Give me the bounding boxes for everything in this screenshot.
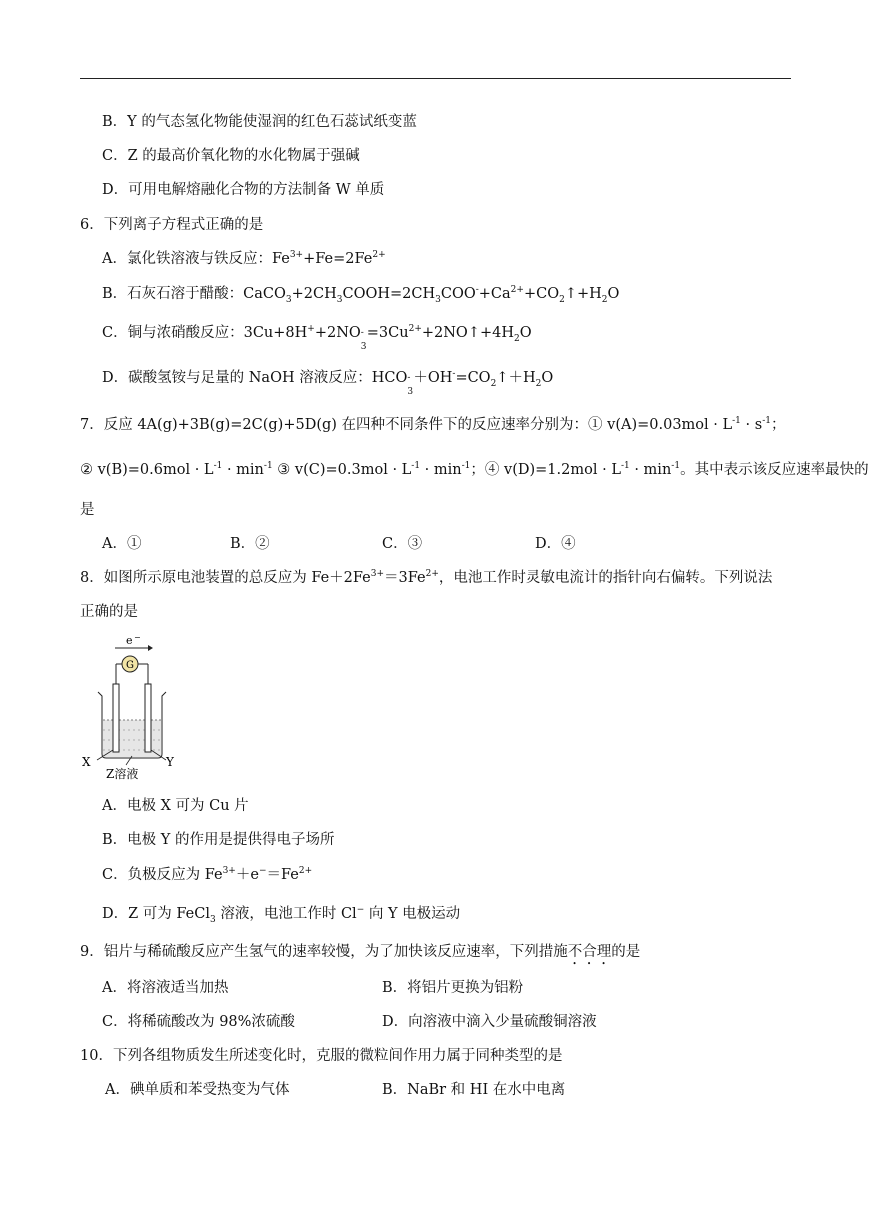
electrode-y (145, 684, 151, 752)
electrode-x (113, 684, 119, 752)
q10-option-b: B．NaBr 和 HI 在水中电离 (382, 1082, 566, 1098)
q6-option-b: B．石灰石溶于醋酸：$CaCO_3+2CH_3COOH=2CH_3COO^-+Ca^{2+}+CO_2↑+H_2O$ (102, 285, 620, 305)
electron-label: e (126, 634, 133, 647)
q9-option-a: A．将溶液适当加热 (102, 980, 229, 996)
q7-stem-line1: 7．反应 4A(g)+3B(g)=2C(g)+5D(g) 在四种不同条件下的反应速率分别为：① $v(A)=0.03mol \cdot L^{-1} \cdot s^{-1}$； (80, 416, 786, 433)
galvanic-cell-diagram (80, 632, 200, 782)
q6-stem: 6．下列离子方程式正确的是 (80, 217, 264, 233)
q7-option-a: A．① (102, 536, 142, 552)
q9-option-b: B．将铝片更换为铝粉 (382, 980, 524, 996)
q9-option-d: D．向溶液中滴入少量硫酸铜溶液 (382, 1014, 597, 1030)
q6-option-a: A．氯化铁溶液与铁反应：$Fe^{3+}+Fe=2Fe^{2+}$ (102, 250, 386, 267)
q9-stem: 9．铝片与稀硫酸反应产生氢气的速率较慢，为了加快该反应速率，下列措施不合理的是 (80, 944, 641, 960)
q7-option-b: B．② (230, 536, 270, 552)
q10-option-a: A．碘单质和苯受热变为气体 (105, 1082, 290, 1098)
label-y: Y (166, 755, 174, 769)
label-x: X (82, 755, 91, 769)
q10-stem: 10．下列各组物质发生所述变化时，克服的微粒间作用力属于同种类型的是 (80, 1048, 563, 1064)
q8-option-d: D．Z 可为 FeCl$_3$ 溶液，电池工作时 Cl− 向 Y 电极运动 (102, 905, 461, 925)
header-rule (80, 78, 791, 79)
q7-option-d: D．④ (535, 536, 576, 552)
q6-option-d: D．碳酸氢铵与足量的 NaOH 溶液反应：HCO - 3 $+OH^-=CO_2↑+H_2O$ (102, 369, 554, 397)
q9-option-c: C．将稀硫酸改为 98%浓硫酸 (102, 1014, 295, 1030)
q8-option-c: C．负极反应为 $Fe^{3+}+e^-=Fe^{2+}$ (102, 866, 313, 883)
q5-option-b: B．Y 的气态氢化物能使湿润的红色石蕊试纸变蓝 (102, 114, 417, 130)
q5-option-c: C．Z 的最高价氧化物的水化物属于强碱 (102, 148, 360, 164)
q5-option-d: D．可用电解熔融化合物的方法制备 W 单质 (102, 182, 385, 198)
q8-stem-line1: 8．如图所示原电池装置的总反应为 $Fe+2Fe^{3+}=3Fe^{2+}$，电池工作时灵敏电流计的指针向右偏转。下列说法 (80, 569, 773, 586)
q8-stem-line2: 正确的是 (80, 604, 138, 620)
svg-text:G: G (126, 660, 134, 671)
q6-option-c: C．铜与浓硝酸反应：3Cu+8H++2NO - 3 $=3Cu^{2+}+2NO↑+4H_2O$ (102, 324, 532, 352)
svg-text:−: − (134, 633, 141, 642)
label-z-solution: Z溶液 (106, 767, 139, 781)
q7-stem-line3: 是 (80, 502, 95, 518)
q7-option-c: C．③ (382, 536, 423, 552)
q7-stem-line2: ② $v(B)=0.6mol \cdot L^{-1} \cdot \min^{-1}$ ③ $v(C)=0.3mol \cdot L^{-1} \cdot \min^{-1}$；④ $v(D)=1.2mol \cdot L^{-1} \cdot \min^{-1}$。其中表示该反应速率最快的 (80, 461, 869, 478)
q8-option-a: A．电极 X 可为 Cu 片 (102, 798, 249, 814)
q8-option-b: B．电极 Y 的作用是提供得电子场所 (102, 832, 335, 848)
